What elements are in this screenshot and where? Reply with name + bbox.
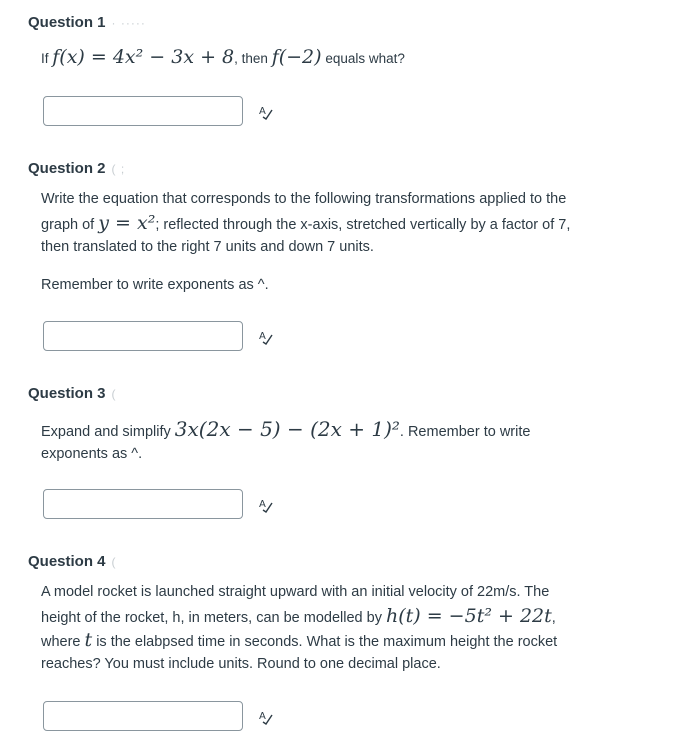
spellcheck-icon[interactable] (258, 104, 274, 120)
question-2-base-function: y = x² (98, 212, 156, 234)
svg-text:A: A (259, 106, 266, 117)
question-3-line-2: exponents as ^. (41, 446, 143, 462)
question-1-text: If f(x) = 4x² − 3x + 8, then f(−2) equals what? (41, 46, 405, 68)
spellcheck-icon[interactable] (258, 497, 274, 513)
points-faint: ( (111, 387, 117, 401)
svg-text:A: A (259, 711, 266, 722)
question-2-title: Question 2 ( ; (28, 160, 126, 177)
question-2-line-2: graph of y = x²; reflected through the x-axis, stretched vertically by a factor of 7, (41, 212, 571, 234)
svg-text:A: A (259, 499, 266, 510)
question-4-line-4: reaches? You must include units. Round to one decimal place. (41, 656, 441, 672)
question-4-line-2: height of the rocket, h, in meters, can be modelled by h(t) = −5t² + 22t, (41, 605, 556, 627)
question-1-input: f(−2) (271, 46, 322, 68)
question-4-line-1: A model rocket is launched straight upward with an initial velocity of 22m/s. The (41, 584, 550, 600)
spellcheck-icon[interactable] (258, 329, 274, 345)
question-4-answer-input[interactable] (43, 701, 243, 731)
question-1-function: f(x) = 4x² − 3x + 8 (52, 46, 235, 68)
question-4-text (41, 581, 641, 675)
question-4-line-3: where t is the elabpsed time in seconds. What is the maximum height the rocket (41, 629, 558, 651)
question-2-text (41, 188, 641, 296)
points-faint: · ····· (111, 16, 146, 30)
question-4-height-function: h(t) = −5t² + 22t (385, 605, 552, 627)
question-3-text (41, 418, 641, 465)
question-2-note: Remember to write exponents as ^. (41, 277, 269, 293)
svg-text:A: A (259, 331, 266, 342)
points-faint: ( (111, 555, 117, 569)
question-2-line-3: then translated to the right 7 units and down 7 units. (41, 239, 374, 255)
question-3-line-1: Expand and simplify 3x(2x − 5) − (2x + 1)². Remember to write (41, 417, 531, 441)
question-2-line-1: Write the equation that corresponds to the following transformations applied to the (41, 191, 567, 207)
question-2-answer-input[interactable] (43, 321, 243, 351)
question-3-answer-input[interactable] (43, 489, 243, 519)
points-faint: ( ; (111, 162, 126, 176)
question-4-title: Question 4 ( (28, 553, 117, 570)
question-3-title: Question 3 ( (28, 385, 117, 402)
question-4-variable: t (84, 629, 93, 651)
question-3-expression: 3x(2x − 5) − (2x + 1)² (174, 417, 400, 441)
spellcheck-icon[interactable] (258, 709, 274, 725)
question-1-title: Question 1 · ····· (28, 14, 146, 31)
question-1-answer-input[interactable] (43, 96, 243, 126)
